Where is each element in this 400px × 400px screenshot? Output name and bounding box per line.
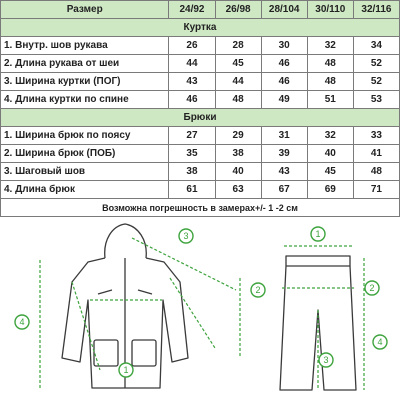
jacket-marker-3 bbox=[179, 229, 193, 243]
pants-marker-3-label: 3 bbox=[323, 355, 329, 365]
jacket-right-pocket bbox=[132, 340, 156, 366]
value-cell: 48 bbox=[215, 91, 261, 109]
table-row bbox=[1, 55, 400, 73]
table-row bbox=[1, 73, 400, 91]
value-cell: 48 bbox=[307, 73, 353, 91]
size-header-cell: 30/110 bbox=[307, 1, 353, 19]
pants-marker-1 bbox=[311, 227, 325, 241]
size-header-cell: 26/98 bbox=[215, 1, 261, 19]
pants-section-row bbox=[1, 109, 400, 127]
jacket-marker-4-label: 4 bbox=[19, 317, 25, 327]
measurement-note: Возможна погрешность в замерах+/- 1 -2 см bbox=[1, 199, 400, 217]
jacket-left-pocket bbox=[94, 340, 118, 366]
value-cell: 35 bbox=[169, 145, 215, 163]
pants-marker-4 bbox=[373, 335, 387, 349]
table-row bbox=[1, 181, 400, 199]
jacket-marker-3-label: 3 bbox=[183, 231, 189, 241]
table-row bbox=[1, 37, 400, 55]
pants-marker-1-label: 1 bbox=[315, 229, 321, 239]
jacket-markers bbox=[15, 229, 265, 377]
value-cell: 27 bbox=[169, 127, 215, 145]
value-cell: 33 bbox=[353, 127, 399, 145]
value-cell: 67 bbox=[261, 181, 307, 199]
table-row bbox=[1, 163, 400, 181]
value-cell: 48 bbox=[353, 163, 399, 181]
pants-marker-4-label: 4 bbox=[377, 337, 383, 347]
value-cell: 46 bbox=[261, 55, 307, 73]
value-cell: 38 bbox=[169, 163, 215, 181]
row-label: 1. Ширина брюк по поясу bbox=[1, 127, 169, 145]
size-header-cell: 32/116 bbox=[353, 1, 399, 19]
pants-marker-3 bbox=[319, 353, 333, 367]
row-label: 1. Внутр. шов рукава bbox=[1, 37, 169, 55]
pants-marker-2-label: 2 bbox=[369, 283, 375, 293]
value-cell: 46 bbox=[169, 91, 215, 109]
value-cell: 39 bbox=[261, 145, 307, 163]
table-row bbox=[1, 145, 400, 163]
jacket-marker-2 bbox=[251, 283, 265, 297]
value-cell: 40 bbox=[215, 163, 261, 181]
size-header-cell: 28/104 bbox=[261, 1, 307, 19]
value-cell: 31 bbox=[261, 127, 307, 145]
size-header-label: Размер bbox=[1, 1, 169, 19]
value-cell: 40 bbox=[307, 145, 353, 163]
jacket-marker-4 bbox=[15, 315, 29, 329]
jacket-marker-1 bbox=[119, 363, 133, 377]
value-cell: 29 bbox=[215, 127, 261, 145]
pants-section-title: Брюки bbox=[1, 109, 400, 127]
value-cell: 41 bbox=[353, 145, 399, 163]
jacket-marker-1-label: 1 bbox=[123, 365, 129, 375]
value-cell: 32 bbox=[307, 37, 353, 55]
value-cell: 44 bbox=[169, 55, 215, 73]
value-cell: 44 bbox=[215, 73, 261, 91]
jacket-guide-line bbox=[170, 278, 215, 348]
value-cell: 43 bbox=[261, 163, 307, 181]
value-cell: 51 bbox=[307, 91, 353, 109]
value-cell: 53 bbox=[353, 91, 399, 109]
measurement-diagram bbox=[0, 218, 400, 400]
jacket-section-title: Куртка bbox=[1, 19, 400, 37]
value-cell: 49 bbox=[261, 91, 307, 109]
jacket-sleeve-seam-line bbox=[72, 282, 100, 370]
value-cell: 45 bbox=[215, 55, 261, 73]
row-label: 4. Длина куртки по спине bbox=[1, 91, 169, 109]
table-row bbox=[1, 91, 400, 109]
value-cell: 52 bbox=[353, 73, 399, 91]
value-cell: 32 bbox=[307, 127, 353, 145]
table-row bbox=[1, 127, 400, 145]
row-label: 2. Ширина брюк (ПОБ) bbox=[1, 145, 169, 163]
value-cell: 48 bbox=[307, 55, 353, 73]
value-cell: 45 bbox=[307, 163, 353, 181]
pants-marker-2 bbox=[365, 281, 379, 295]
row-label: 2. Длина рукава от шеи bbox=[1, 55, 169, 73]
value-cell: 63 bbox=[215, 181, 261, 199]
value-cell: 61 bbox=[169, 181, 215, 199]
table-header-row bbox=[1, 1, 400, 19]
row-label: 3. Шаговый шов bbox=[1, 163, 169, 181]
value-cell: 26 bbox=[169, 37, 215, 55]
value-cell: 71 bbox=[353, 181, 399, 199]
value-cell: 34 bbox=[353, 37, 399, 55]
jacket-left-chest-pocket bbox=[98, 290, 112, 294]
jacket-sleeve-length-line bbox=[132, 238, 236, 290]
value-cell: 69 bbox=[307, 181, 353, 199]
jacket-right-chest-pocket bbox=[138, 290, 152, 294]
value-cell: 43 bbox=[169, 73, 215, 91]
row-label: 3. Ширина куртки (ПОГ) bbox=[1, 73, 169, 91]
value-cell: 28 bbox=[215, 37, 261, 55]
jacket-section-row bbox=[1, 19, 400, 37]
size-header-cell: 24/92 bbox=[169, 1, 215, 19]
jacket-hood bbox=[105, 224, 147, 258]
note-row bbox=[1, 199, 400, 217]
value-cell: 38 bbox=[215, 145, 261, 163]
row-label: 4. Длина брюк bbox=[1, 181, 169, 199]
jacket-marker-2-label: 2 bbox=[255, 285, 261, 295]
value-cell: 52 bbox=[353, 55, 399, 73]
pants-waistband bbox=[286, 256, 350, 266]
pants-markers bbox=[311, 227, 387, 367]
value-cell: 46 bbox=[261, 73, 307, 91]
value-cell: 30 bbox=[261, 37, 307, 55]
